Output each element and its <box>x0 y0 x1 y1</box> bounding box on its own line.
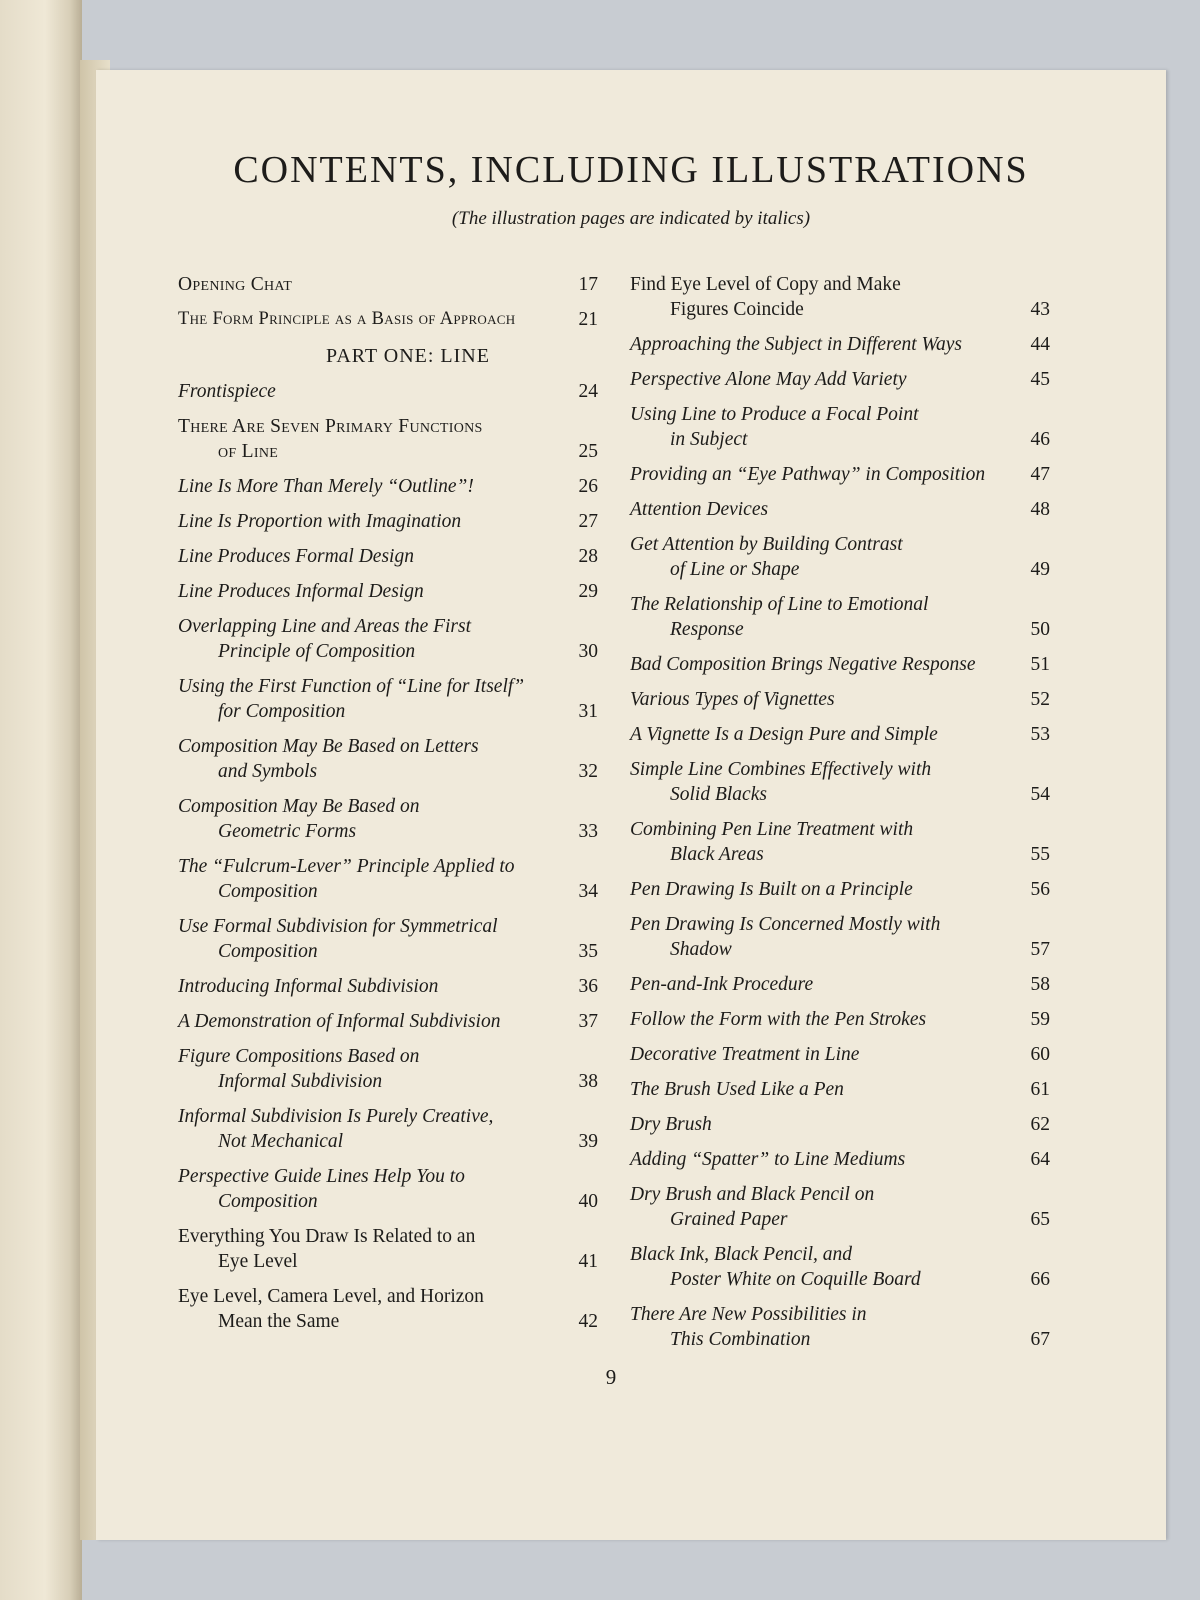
toc-entry-title-cont: This Combination <box>670 1329 811 1350</box>
toc-entry-page: 25 <box>578 441 598 462</box>
toc-entry <box>178 1104 598 1154</box>
toc-entry-title-cont: of Line or Shape <box>670 559 800 580</box>
toc-entry-title: The Brush Used Like a Pen <box>630 1079 844 1100</box>
toc-entry-title-cont: for Composition <box>218 701 346 722</box>
toc-entry-title: Using the First Function of “Line for Itself” <box>178 676 525 697</box>
toc-entry-page: 31 <box>578 701 598 722</box>
toc-entry-title: Perspective Alone May Add Variety <box>630 369 907 390</box>
toc-entry-title-cont: Principle of Composition <box>218 641 416 662</box>
toc-entry-page: 52 <box>1030 689 1050 710</box>
toc-entry-title: A Vignette Is a Design Pure and Simple <box>630 724 938 745</box>
toc-entry-title: Pen-and-Ink Procedure <box>630 974 814 995</box>
toc-entry <box>178 854 598 904</box>
toc-entry-title: Dry Brush and Black Pencil on <box>630 1184 875 1205</box>
toc-entry <box>178 272 598 297</box>
toc-entry <box>630 497 1050 522</box>
toc-entry-title: Combining Pen Line Treatment with <box>630 819 914 840</box>
toc-entry-title: Various Types of Vignettes <box>630 689 835 710</box>
toc-entry-page: 44 <box>1030 334 1050 355</box>
toc-entry-page: 67 <box>1030 1329 1050 1350</box>
toc-entry <box>178 614 598 664</box>
toc-entry <box>630 1112 1050 1137</box>
toc-entry <box>178 1044 598 1094</box>
toc-entry <box>178 379 598 404</box>
toc-entry <box>630 272 1050 322</box>
toc-entry-title: Follow the Form with the Pen Strokes <box>630 1009 927 1030</box>
toc-entry <box>178 1164 598 1214</box>
toc-entry-title: Pen Drawing Is Concerned Mostly with <box>630 914 941 935</box>
toc-entry-page: 42 <box>578 1311 598 1332</box>
toc-entry-title: Adding “Spatter” to Line Mediums <box>630 1149 906 1170</box>
toc-entry-page: 34 <box>578 881 598 902</box>
toc-entry-page: 36 <box>578 976 598 997</box>
toc-entry-page: 29 <box>578 581 598 602</box>
toc-entry-title: Approaching the Subject in Different Ways <box>630 334 962 355</box>
toc-entry <box>630 532 1050 582</box>
toc-entry-title: Eye Level, Camera Level, and Horizon <box>178 1286 484 1307</box>
toc-entry-title: Dry Brush <box>630 1114 712 1135</box>
toc-entry <box>178 914 598 964</box>
toc-entry <box>630 462 1050 487</box>
toc-entry-title: Decorative Treatment in Line <box>630 1044 860 1065</box>
toc-entry-page: 40 <box>578 1191 598 1212</box>
right-entries <box>630 272 1050 1352</box>
toc-entry-title: Overlapping Line and Areas the First <box>178 616 472 637</box>
toc-entry-title: Composition May Be Based on Letters <box>178 736 479 757</box>
toc-entry-page: 50 <box>1030 619 1050 640</box>
toc-entry-title-cont: Geometric Forms <box>218 821 357 842</box>
toc-entry-page: 43 <box>1030 299 1050 320</box>
toc-entry-title-cont: in Subject <box>670 429 748 450</box>
contents-page <box>96 70 1166 1540</box>
toc-entry-page: 62 <box>1030 1114 1050 1135</box>
toc-entry-title: Use Formal Subdivision for Symmetrical <box>178 916 498 937</box>
toc-entry-title: Simple Line Combines Effectively with <box>630 759 932 780</box>
contents-column-right <box>630 272 1050 1362</box>
toc-entry-page: 65 <box>1030 1209 1050 1230</box>
toc-entry <box>178 974 598 999</box>
toc-entry <box>630 757 1050 807</box>
toc-entry-page: 39 <box>578 1131 598 1152</box>
toc-entry-page: 26 <box>578 476 598 497</box>
toc-entry-title: There Are New Possibilities in <box>630 1304 867 1325</box>
toc-entry-page: 45 <box>1030 369 1050 390</box>
toc-entry-title: Line Produces Formal Design <box>178 546 414 567</box>
toc-entry-page: 51 <box>1030 654 1050 675</box>
toc-entry-title: Attention Devices <box>630 499 769 520</box>
toc-entry-title-cont: Solid Blacks <box>670 784 767 805</box>
toc-entry <box>178 307 598 332</box>
toc-entry-title: Line Produces Informal Design <box>178 581 424 602</box>
toc-entry <box>178 509 598 534</box>
toc-entry-title-cont: Response <box>670 619 744 640</box>
toc-entry-title: Opening Chat <box>178 274 293 295</box>
toc-entry-title: A Demonstration of Informal Subdivision <box>178 1011 501 1032</box>
toc-entry-page: 38 <box>578 1071 598 1092</box>
page-title: CONTENTS, INCLUDING ILLUSTRATIONS <box>233 149 1029 191</box>
toc-entry <box>630 592 1050 642</box>
toc-entry <box>630 817 1050 867</box>
toc-entry-title-cont: of Line <box>218 441 279 462</box>
toc-entry <box>630 877 1050 902</box>
toc-entry-title: Find Eye Level of Copy and Make <box>630 274 901 295</box>
toc-entry <box>630 1182 1050 1232</box>
toc-entry-page: 30 <box>578 641 598 662</box>
toc-entry-page: 27 <box>578 511 598 532</box>
toc-entry <box>630 652 1050 677</box>
toc-entry-title: Using Line to Produce a Focal Point <box>630 404 919 425</box>
toc-entry-page: 59 <box>1030 1009 1050 1030</box>
toc-entry <box>178 544 598 569</box>
toc-entry-title-cont: Informal Subdivision <box>218 1071 383 1092</box>
toc-entry-title: Black Ink, Black Pencil, and <box>630 1244 852 1265</box>
toc-entry <box>178 579 598 604</box>
toc-entry-page: 46 <box>1030 429 1050 450</box>
toc-entry <box>630 1147 1050 1172</box>
toc-entry-title: Providing an “Eye Pathway” in Composition <box>630 464 986 485</box>
toc-entry-page: 49 <box>1030 559 1050 580</box>
toc-entry-title: Everything You Draw Is Related to an <box>178 1226 476 1247</box>
toc-entry-title-cont: Eye Level <box>218 1251 298 1272</box>
toc-entry-page: 61 <box>1030 1079 1050 1100</box>
toc-entry-title: Pen Drawing Is Built on a Principle <box>630 879 913 900</box>
toc-entry <box>178 1224 598 1274</box>
toc-entry <box>178 674 598 724</box>
toc-entry <box>630 1302 1050 1352</box>
part-one-entries <box>178 379 598 1334</box>
toc-entry-title: Line Is Proportion with Imagination <box>178 511 462 532</box>
toc-entry-page: 47 <box>1030 464 1050 485</box>
toc-entry-page: 33 <box>578 821 598 842</box>
toc-entry <box>630 687 1050 712</box>
toc-entry-page: 64 <box>1030 1149 1050 1170</box>
toc-entry-title-cont: and Symbols <box>218 761 318 782</box>
toc-entry <box>630 912 1050 962</box>
toc-entry-page: 57 <box>1030 939 1050 960</box>
toc-entry <box>178 794 598 844</box>
toc-entry <box>630 332 1050 357</box>
toc-entry-page: 58 <box>1030 974 1050 995</box>
toc-entry-title: Perspective Guide Lines Help You to <box>178 1166 465 1187</box>
toc-entry-page: 24 <box>578 381 598 402</box>
toc-entry <box>630 402 1050 452</box>
contents-column-left <box>178 272 598 1344</box>
toc-entry <box>630 367 1050 392</box>
toc-entry-title: Composition May Be Based on <box>178 796 420 817</box>
left-page-edge <box>0 0 82 1600</box>
toc-entry-page: 53 <box>1030 724 1050 745</box>
toc-entry-page: 54 <box>1030 784 1050 805</box>
toc-entry-title-cont: Mean the Same <box>218 1311 340 1332</box>
toc-entry-title: Informal Subdivision Is Purely Creative, <box>178 1106 494 1127</box>
page-subtitle: (The illustration pages are indicated by italics) <box>451 208 811 229</box>
toc-entry <box>630 1242 1050 1292</box>
toc-entry-page: 37 <box>578 1011 598 1032</box>
toc-entry-title-cont: Shadow <box>670 939 732 960</box>
toc-entry <box>178 734 598 784</box>
toc-entry-title-cont: Grained Paper <box>670 1209 788 1230</box>
part-one-heading: PART ONE: LINE <box>326 345 490 367</box>
toc-entry <box>178 1284 598 1334</box>
toc-entry-page: 66 <box>1030 1269 1050 1290</box>
toc-entry-title: The “Fulcrum-Lever” Principle Applied to <box>178 856 515 877</box>
toc-entry-title-cont: Composition <box>218 881 318 902</box>
toc-entry-title: Figure Compositions Based on <box>178 1046 420 1067</box>
toc-entry-page: 35 <box>578 941 598 962</box>
toc-entry <box>178 414 598 464</box>
toc-entry-page: 55 <box>1030 844 1050 865</box>
toc-entry-title: Get Attention by Building Contrast <box>630 534 903 555</box>
toc-entry <box>630 1077 1050 1102</box>
toc-entry-title-cont: Composition <box>218 941 318 962</box>
toc-entry-page: 56 <box>1030 879 1050 900</box>
toc-entry-title: Line Is More Than Merely “Outline”! <box>178 476 474 497</box>
toc-entry-title-cont: Composition <box>218 1191 318 1212</box>
toc-entry-page: 60 <box>1030 1044 1050 1065</box>
toc-entry <box>630 1007 1050 1032</box>
toc-entry <box>630 972 1050 997</box>
toc-entry-title: The Relationship of Line to Emotional <box>630 594 929 615</box>
toc-entry-page: 32 <box>578 761 598 782</box>
toc-entry-title: Bad Composition Brings Negative Response <box>630 654 976 675</box>
toc-entry-title-cont: Not Mechanical <box>218 1131 344 1152</box>
toc-entry <box>630 1042 1050 1067</box>
toc-entry-page: 48 <box>1030 499 1050 520</box>
toc-entry <box>178 1009 598 1034</box>
toc-entry-title: The Form Principle as a Basis of Approach <box>178 309 516 329</box>
toc-entry <box>630 722 1050 747</box>
toc-entry-title: Frontispiece <box>178 381 276 402</box>
toc-entry-title-cont: Black Areas <box>670 844 764 865</box>
toc-entry-page: 41 <box>578 1251 598 1272</box>
toc-entry <box>178 474 598 499</box>
toc-entry-title-cont: Poster White on Coquille Board <box>670 1269 921 1290</box>
toc-entry-title-cont: Figures Coincide <box>670 299 804 320</box>
toc-entry-page: 21 <box>578 309 598 330</box>
toc-entry-title: Introducing Informal Subdivision <box>178 976 439 997</box>
toc-entry-page: 17 <box>578 274 598 295</box>
toc-entry-page: 28 <box>578 546 598 567</box>
page-number: 9 <box>605 1365 617 1389</box>
toc-entry-title: There Are Seven Primary Functions <box>178 416 483 437</box>
